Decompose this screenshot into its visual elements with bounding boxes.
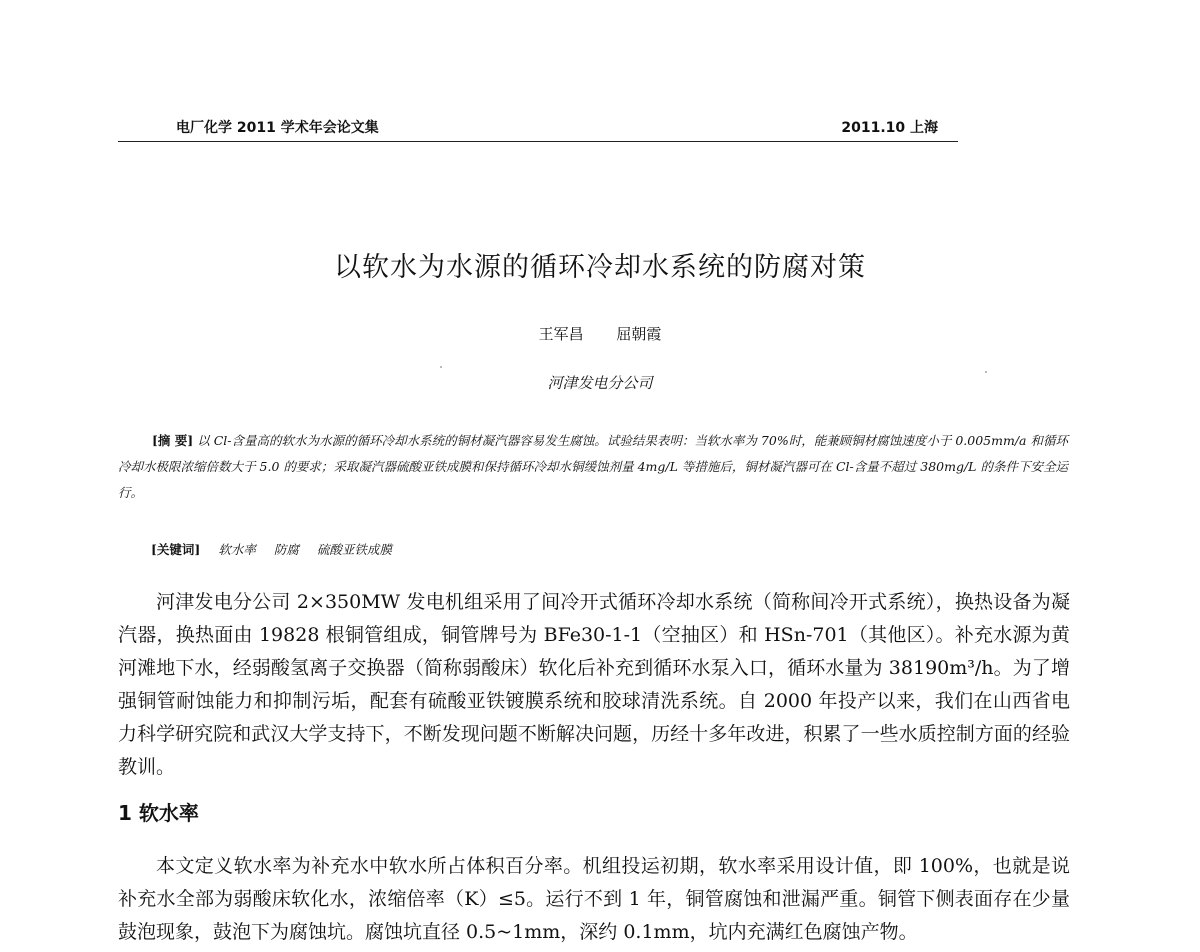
keywords [151, 540, 1051, 558]
scan-speck [985, 371, 987, 373]
intro-paragraph: 河津发电分公司 2×350MW 发电机组采用了间冷开式循环冷却水系统（简称间冷开式系统），换热设备为凝汽器，换热面由 19828 根铜管组成，铜管牌号为 BFe30-1-1（空抽区）和 HSn-701（其他区）。补充水源为黄河滩地下水，经弱酸氢离子交换器（简称弱酸床）软化后补充到循环水泵入口，循环水量为 38190m³/h。为了增强铜管耐蚀能力和抑制污垢，配套有硫酸亚铁镀膜系统和胶球清洗系统。自 2000 年投产以来，我们在山西省电力科学研究院和武汉大学支持下，不断发现问题不断解决问题，历经十多年改进，积累了一些水质控制方面的经验教训。 [118, 591, 1070, 778]
abstract-text: 以 Cl-含量高的软水为水源的循环冷却水系统的铜材凝汽器容易发生腐蚀。试验结果表明：当软水率为 70%时，能兼顾铜材腐蚀速度小于 0.005mm/a 和循环冷却水极限浓缩倍数大于 5.0 的要求；采取凝汽器硫酸亚铁成膜和保持循环冷却水铜缓蚀剂量 4mg/L 等措施后，铜材凝汽器可在 Cl-含量不超过 380mg/L 的条件下安全运行。 [118, 433, 1068, 500]
scan-speck [440, 366, 442, 368]
paper-title: 以软水为水源的循环冷却水系统的防腐对策 [334, 252, 866, 283]
running-header [118, 113, 958, 142]
header-date-location: 2011.10 上海 [841, 120, 938, 136]
section-paragraph: 本文定义软水率为补充水中软水所占体积百分率。机组投运初期，软水率采用设计值，即 100%，也就是说补充水全部为弱酸床软化水，浓缩倍率（K）≤5。运行不到 1 年，铜管腐蚀和泄漏严重。铜管下侧表面存在少量鼓泡现象，鼓泡下为腐蚀坑。腐蚀坑直径 0.5~1mm，深约 0.1mm，坑内充满红色腐蚀产物。 [118, 855, 1070, 943]
abstract-label: [摘 要] [152, 433, 194, 448]
abstract [118, 428, 1068, 506]
keyword: 硫酸亚铁成膜 [316, 542, 392, 557]
paper-affiliation: 河津发电分公司 [547, 374, 653, 392]
paper-authors: 王军昌 屈朝霞 [538, 325, 662, 343]
section-heading: 1 软水率 [118, 801, 199, 825]
keyword: 防腐 [273, 542, 299, 557]
header-proceedings-title: 电厂化学 2011 学术年会论文集 [176, 120, 379, 136]
keyword: 软水率 [218, 542, 256, 557]
keywords-label: [关键词] [151, 542, 201, 557]
